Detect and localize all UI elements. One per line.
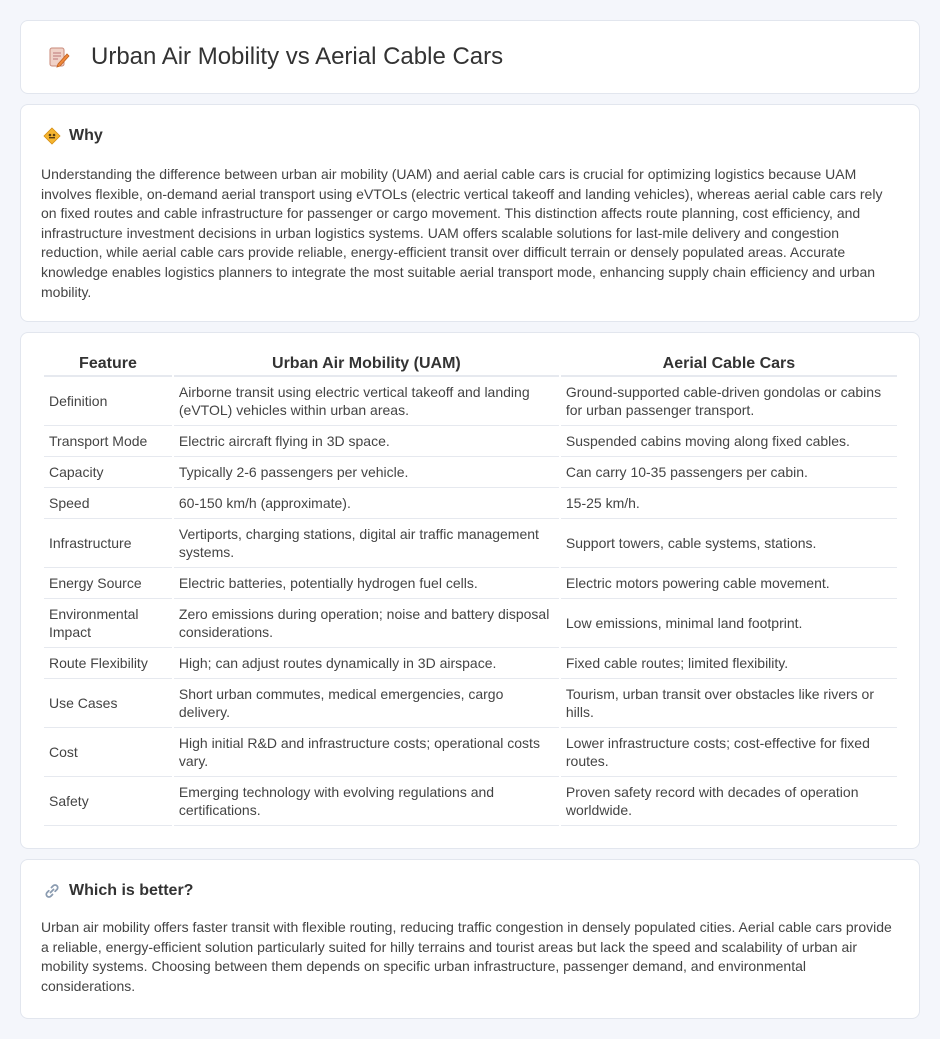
link-icon [43, 882, 61, 900]
better-heading: Which is better? [69, 882, 194, 899]
why-card [20, 104, 920, 322]
comparison-card [20, 332, 920, 849]
better-paragraph: Urban air mobility offers faster transit with flexible routing, reducing traffic congestion in densely populated cities. Aerial cable cars provide a reliable, energy-efficient solution particularly suited for hilly terrains and tourist areas but lack the speed and scalability of urban air mobility systems. Choosing between them depends on specific urban infrastructure, passenger demand, and environmental considerations. [41, 919, 892, 994]
table-row [44, 377, 897, 426]
table-row [44, 728, 897, 777]
cable-cell: Tourism, urban transit over obstacles like rivers or hills. [561, 679, 897, 728]
uam-cell: Emerging technology with evolving regulations and certifications. [174, 777, 559, 826]
table-row [44, 519, 897, 568]
cable-cell: Suspended cabins moving along fixed cables. [561, 426, 897, 457]
feature-cell: Environmental Impact [44, 599, 172, 648]
why-heading: Why [69, 127, 103, 144]
header-feature: Feature [44, 353, 172, 377]
uam-cell: Electric batteries, potentially hydrogen fuel cells. [174, 568, 559, 599]
table-row [44, 648, 897, 679]
feature-cell: Transport Mode [44, 426, 172, 457]
table-header-row [44, 353, 897, 377]
feature-cell: Route Flexibility [44, 648, 172, 679]
uam-cell: High initial R&D and infrastructure costs; operational costs vary. [174, 728, 559, 777]
cable-cell: 15-25 km/h. [561, 488, 897, 519]
feature-cell: Safety [44, 777, 172, 826]
comparison-table [42, 353, 899, 826]
feature-cell: Capacity [44, 457, 172, 488]
cable-cell: Proven safety record with decades of operation worldwide. [561, 777, 897, 826]
feature-cell: Cost [44, 728, 172, 777]
table-row [44, 679, 897, 728]
table-row [44, 777, 897, 826]
uam-cell: Electric aircraft flying in 3D space. [174, 426, 559, 457]
memo-pencil-icon [47, 45, 71, 69]
cable-cell: Can carry 10-35 passengers per cabin. [561, 457, 897, 488]
feature-cell: Energy Source [44, 568, 172, 599]
uam-cell: High; can adjust routes dynamically in 3D airspace. [174, 648, 559, 679]
cable-cell: Lower infrastructure costs; cost-effective for fixed routes. [561, 728, 897, 777]
uam-cell: Short urban commutes, medical emergencies, cargo delivery. [174, 679, 559, 728]
why-paragraph: Understanding the difference between urban air mobility (UAM) and aerial cable cars is crucial for optimizing logistics because UAM involves flexible, on-demand aerial transport using eVTOLs (electric vertical takeoff and landing vehicles), whereas aerial cable cars rely on fixed routes and cable infrastructure for passenger or cargo movement. This distinction affects route planning, cost efficiency, and infrastructure investment decisions in urban logistics systems. UAM offers scalable solutions for last-mile delivery and congestion reduction, while aerial cable cars provide reliable, energy-efficient transit over difficult terrain or densely populated areas. Accurate knowledge enables logistics planners to integrate the most suitable aerial transport mode, enhancing supply chain efficiency and urban mobility. [41, 166, 883, 300]
which-better-card [20, 859, 920, 1019]
header-uam: Urban Air Mobility (UAM) [174, 353, 559, 377]
cable-cell: Electric motors powering cable movement. [561, 568, 897, 599]
uam-cell: Airborne transit using electric vertical takeoff and landing (eVTOL) vehicles within urban areas. [174, 377, 559, 426]
table-row [44, 568, 897, 599]
uam-cell: Zero emissions during operation; noise and battery disposal considerations. [174, 599, 559, 648]
page-title: Urban Air Mobility vs Aerial Cable Cars [91, 43, 504, 70]
header-cable-cars: Aerial Cable Cars [561, 353, 897, 377]
title-card [20, 20, 920, 94]
uam-cell: 60-150 km/h (approximate). [174, 488, 559, 519]
cable-cell: Low emissions, minimal land footprint. [561, 599, 897, 648]
uam-cell: Vertiports, charging stations, digital air traffic management systems. [174, 519, 559, 568]
table-row [44, 488, 897, 519]
table-row [44, 457, 897, 488]
feature-cell: Infrastructure [44, 519, 172, 568]
feature-cell: Use Cases [44, 679, 172, 728]
diamond-sign-icon [43, 127, 61, 145]
cable-cell: Support towers, cable systems, stations. [561, 519, 897, 568]
uam-cell: Typically 2-6 passengers per vehicle. [174, 457, 559, 488]
cable-cell: Ground-supported cable-driven gondolas or cabins for urban passenger transport. [561, 377, 897, 426]
table-row [44, 599, 897, 648]
table-row [44, 426, 897, 457]
feature-cell: Definition [44, 377, 172, 426]
feature-cell: Speed [44, 488, 172, 519]
cable-cell: Fixed cable routes; limited flexibility. [561, 648, 897, 679]
